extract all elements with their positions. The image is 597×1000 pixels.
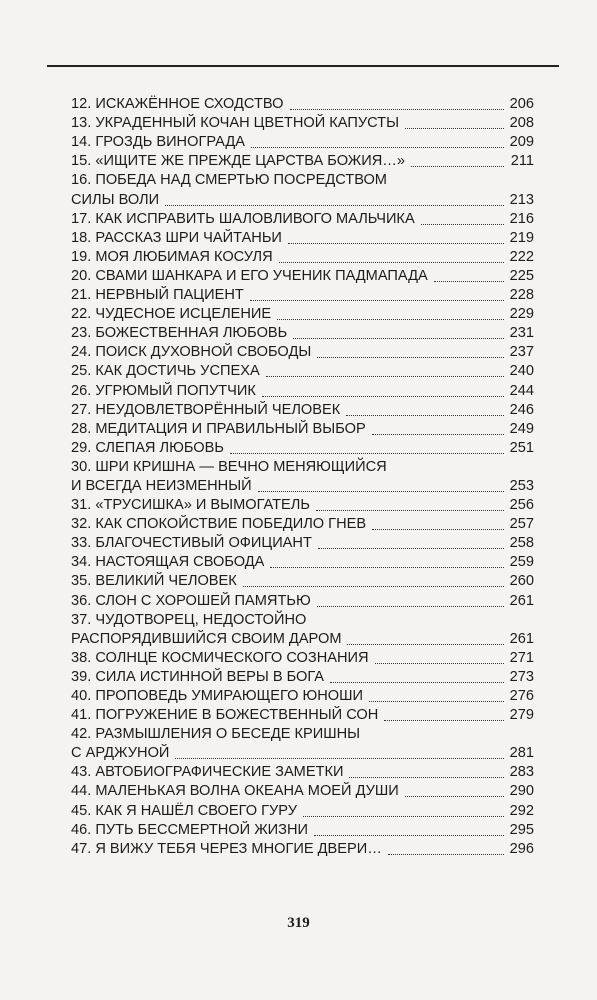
dot-leader [250,300,504,301]
toc-entry-page: 261 [509,630,534,647]
toc-entry[interactable] [71,152,534,171]
dot-leader [411,166,504,167]
toc-entry-title: 24. ПОИСК ДУХОВНОЙ СВОБОДЫ [71,344,312,361]
toc-entry-row [71,744,534,763]
toc-entry[interactable] [71,515,534,534]
toc-entry[interactable] [71,343,534,362]
toc-entry-row [71,649,534,668]
dot-leader [405,128,504,129]
toc-entry-title: 43. АВТОБИОГРАФИЧЕСКИЕ ЗАМЕТКИ [71,764,344,781]
toc-entry-row [71,763,534,782]
toc-entry-title-line: 42. РАЗМЫШЛЕНИЯ О БЕСЕДЕ КРИШНЫ [71,726,361,743]
toc-entry-page: 295 [509,821,534,838]
toc-entry[interactable] [71,362,534,381]
toc-entry-page: 283 [509,764,534,781]
toc-entry-row [71,630,534,649]
toc-entry-title: 20. СВАМИ ШАНКАРА И ЕГО УЧЕНИК ПАДМАПАДА [71,267,428,284]
toc-entry-page: 290 [509,783,534,800]
toc-entry-title: 28. МЕДИТАЦИЯ И ПРАВИЛЬНЫЙ ВЫБОР [71,420,366,437]
toc-entry[interactable] [71,801,534,820]
toc-entry-row [71,343,534,362]
toc-entry[interactable] [71,439,534,458]
toc-entry-row [71,534,534,553]
toc-entry[interactable] [71,420,534,439]
dot-leader [405,796,504,797]
toc-entry-row [71,286,534,305]
toc-entry-row [71,114,534,133]
toc-entry-page: 208 [509,115,534,132]
dot-leader [251,147,504,148]
toc-entry[interactable] [71,248,534,267]
toc-entry-page: 259 [509,554,534,571]
toc-entry-title: 33. БЛАГОЧЕСТИВЫЙ ОФИЦИАНТ [71,535,312,552]
toc-entry-row [71,210,534,229]
toc-entry-row [71,381,534,400]
toc-entry[interactable] [71,553,534,572]
dot-leader [317,357,504,358]
toc-entry-title: 15. «ИЩИТЕ ЖЕ ПРЕЖДЕ ЦАРСТВА БОЖИЯ…» [71,153,405,170]
toc-entry[interactable] [71,114,534,133]
toc-entry-row [71,687,534,706]
toc-entry[interactable] [71,782,534,801]
toc-entry-page: 261 [509,592,534,609]
toc-entry-row [71,190,534,209]
table-of-contents [71,95,534,859]
dot-leader [434,281,504,282]
toc-entry-title: С АРДЖУНОЙ [71,745,170,762]
dot-leader [372,434,504,435]
toc-entry-title: 23. БОЖЕСТВЕННАЯ ЛЮБОВЬ [71,325,288,342]
toc-entry-page: 211 [510,153,534,170]
toc-entry[interactable] [71,611,534,649]
dot-leader [277,319,504,320]
toc-entry[interactable] [71,496,534,515]
toc-entry-row [71,782,534,801]
toc-entry[interactable] [71,725,534,763]
toc-entry[interactable] [71,267,534,286]
toc-entry-row [71,572,534,591]
toc-entry-page: 219 [509,229,534,246]
toc-entry-page: 251 [509,439,534,456]
dot-leader [375,663,504,664]
toc-entry-page: 253 [509,477,534,494]
dot-leader [388,854,504,855]
toc-entry-row [71,267,534,286]
toc-entry[interactable] [71,591,534,610]
dot-leader [384,720,504,721]
toc-entry[interactable] [71,458,534,496]
dot-leader [175,758,504,759]
toc-entry[interactable] [71,171,534,209]
toc-entry-page: 228 [509,287,534,304]
toc-entry-row [71,401,534,420]
toc-entry[interactable] [71,305,534,324]
toc-entry-row [71,133,534,152]
toc-entry-row [71,362,534,381]
toc-entry-title: И ВСЕГДА НЕИЗМЕННЫЙ [71,477,252,494]
toc-entry[interactable] [71,687,534,706]
toc-entry-page: 249 [509,420,534,437]
toc-entry-page: 209 [509,134,534,151]
toc-entry-page: 296 [509,840,534,857]
toc-entry-title: 40. ПРОПОВЕДЬ УМИРАЮЩЕГО ЮНОШИ [71,688,363,704]
dot-leader [293,338,504,339]
toc-entry-title: 35. ВЕЛИКИЙ ЧЕЛОВЕК [71,573,237,590]
dot-leader [270,567,504,568]
dot-leader [165,205,504,206]
dot-leader [230,453,504,454]
toc-entry-page: 258 [509,535,534,552]
toc-entry-page: 256 [509,497,534,514]
dot-leader [258,491,504,492]
toc-entry-row [71,515,534,534]
toc-entry-title-line: 30. ШРИ КРИШНА — ВЕЧНО МЕНЯЮЩИЙСЯ [71,458,387,475]
toc-entry-title: 41. ПОГРУЖЕНИЕ В БОЖЕСТВЕННЫЙ СОН [71,707,379,724]
toc-entry-row [71,477,534,496]
toc-entry-page: 240 [509,363,534,380]
toc-entry-page: 222 [509,248,534,265]
toc-entry-page: 279 [509,707,534,724]
toc-entry[interactable] [71,401,534,420]
dot-leader [279,262,504,263]
dot-leader [243,586,504,587]
toc-entry-page: 231 [509,325,534,342]
toc-entry-page: 225 [509,267,534,284]
toc-entry[interactable] [71,821,534,840]
toc-entry-title: 12. ИСКАЖЁННОЕ СХОДСТВО [71,96,284,113]
toc-entry[interactable] [71,95,534,114]
toc-entry-title-line: 16. ПОБЕДА НАД СМЕРТЬЮ ПОСРЕДСТВОМ [71,172,387,189]
header-rule [47,65,559,67]
toc-entry-title-line: 37. ЧУДОТВОРЕЦ, НЕДОСТОЙНО [71,611,307,628]
toc-entry-title: 19. МОЯ ЛЮБИМАЯ КОСУЛЯ [71,248,273,265]
toc-entry-page: 281 [509,745,534,762]
dot-leader [349,777,504,778]
toc-entry-page: 206 [509,96,534,113]
toc-entry[interactable] [71,324,534,343]
toc-entry-row [71,324,534,343]
toc-entry-row [71,591,534,610]
toc-entry-row [71,439,534,458]
toc-entry-row [71,229,534,248]
toc-entry-title: 38. СОЛНЦЕ КОСМИЧЕСКОГО СОЗНАНИЯ [71,649,369,666]
toc-entry-title: 47. Я ВИЖУ ТЕБЯ ЧЕРЕЗ МНОГИЕ ДВЕРИ… [71,840,382,857]
toc-entry-title: 32. КАК СПОКОЙСТВИЕ ПОБЕДИЛО ГНЕВ [71,516,367,533]
toc-entry-row [71,248,534,267]
dot-leader [314,835,504,836]
toc-entry-title: 22. ЧУДЕСНОЕ ИСЦЕЛЕНИЕ [71,306,272,323]
toc-entry-title: РАСПОРЯДИВШИЙСЯ СВОИМ ДАРОМ [71,630,342,647]
toc-entry-title: 31. «ТРУСИШКА» И ВЫМОГАТЕЛЬ [71,497,310,514]
dot-leader [266,376,504,377]
toc-entry-page: 216 [509,210,534,227]
toc-entry-page: 257 [509,516,534,533]
dot-leader [369,701,504,702]
toc-entry-page: 292 [509,802,534,819]
toc-entry-title: 18. РАССКАЗ ШРИ ЧАЙТАНЬИ [71,229,282,246]
toc-entry-title: 34. НАСТОЯЩАЯ СВОБОДА [71,554,265,571]
toc-entry-title: 25. КАК ДОСТИЧЬ УСПЕХА [71,363,260,380]
toc-entry-title: СИЛЫ ВОЛИ [71,191,160,208]
toc-entry-title: 29. СЛЕПАЯ ЛЮБОВЬ [71,439,224,456]
toc-entry-page: 271 [509,649,534,666]
page-number: 319 [287,915,310,931]
dot-leader [347,644,504,645]
toc-entry-row [71,821,534,840]
toc-entry-page: 276 [509,688,534,704]
toc-entry[interactable] [71,572,534,591]
toc-entry-page: 213 [509,191,534,208]
toc-entry[interactable] [71,286,534,305]
toc-entry-page: 244 [509,382,534,399]
toc-entry-page: 246 [509,401,534,418]
dot-leader [318,548,504,549]
toc-entry[interactable] [71,668,534,687]
toc-entry-title: 44. МАЛЕНЬКАЯ ВОЛНА ОКЕАНА МОЕЙ ДУШИ [71,783,399,800]
toc-entry-row [71,420,534,439]
toc-entry[interactable] [71,534,534,553]
dot-leader [330,682,504,683]
toc-entry-row [71,668,534,687]
dot-leader [316,510,504,511]
toc-entry-row [71,305,534,324]
toc-entry[interactable] [71,133,534,152]
toc-entry-title: 26. УГРЮМЫЙ ПОПУТЧИК [71,382,256,399]
dot-leader [262,396,504,397]
toc-entry-row [71,553,534,572]
dot-leader [421,224,504,225]
toc-entry-title: 21. НЕРВНЫЙ ПАЦИЕНТ [71,287,244,304]
toc-entry-title: 45. КАК Я НАШЁЛ СВОЕГО ГУРУ [71,802,297,819]
toc-entry-row [71,840,534,859]
dot-leader [290,109,505,110]
toc-entry[interactable] [71,706,534,725]
dot-leader [346,415,504,416]
toc-entry-title: 39. СИЛА ИСТИННОЙ ВЕРЫ В БОГА [71,668,325,685]
toc-entry-title: 36. СЛОН С ХОРОШЕЙ ПАМЯТЬЮ [71,592,311,609]
toc-entry[interactable] [71,229,534,248]
dot-leader [317,606,504,607]
toc-entry-page: 260 [509,573,534,590]
dot-leader [288,243,504,244]
toc-entry-title: 17. КАК ИСПРАВИТЬ ШАЛОВЛИВОГО МАЛЬЧИКА [71,210,415,227]
toc-entry-title: 14. ГРОЗДЬ ВИНОГРАДА [71,134,245,151]
toc-entry-row [71,152,534,171]
toc-entry-title: 46. ПУТЬ БЕССМЕРТНОЙ ЖИЗНИ [71,821,308,838]
toc-entry[interactable] [71,381,534,400]
toc-entry[interactable] [71,840,534,859]
toc-entry-row [71,801,534,820]
toc-entry[interactable] [71,210,534,229]
toc-entry-row [71,95,534,114]
dot-leader [303,816,504,817]
toc-entry-row [71,496,534,515]
toc-entry-page: 273 [509,668,534,685]
toc-entry-page: 237 [509,344,534,361]
toc-entry-row [71,706,534,725]
toc-entry-title: 13. УКРАДЕННЫЙ КОЧАН ЦВЕТНОЙ КАПУСТЫ [71,115,400,132]
toc-entry-page: 229 [509,306,534,323]
toc-entry[interactable] [71,763,534,782]
dot-leader [372,529,504,530]
toc-entry-title: 27. НЕУДОВЛЕТВОРЁННЫЙ ЧЕЛОВЕК [71,401,341,418]
toc-entry[interactable] [71,649,534,668]
